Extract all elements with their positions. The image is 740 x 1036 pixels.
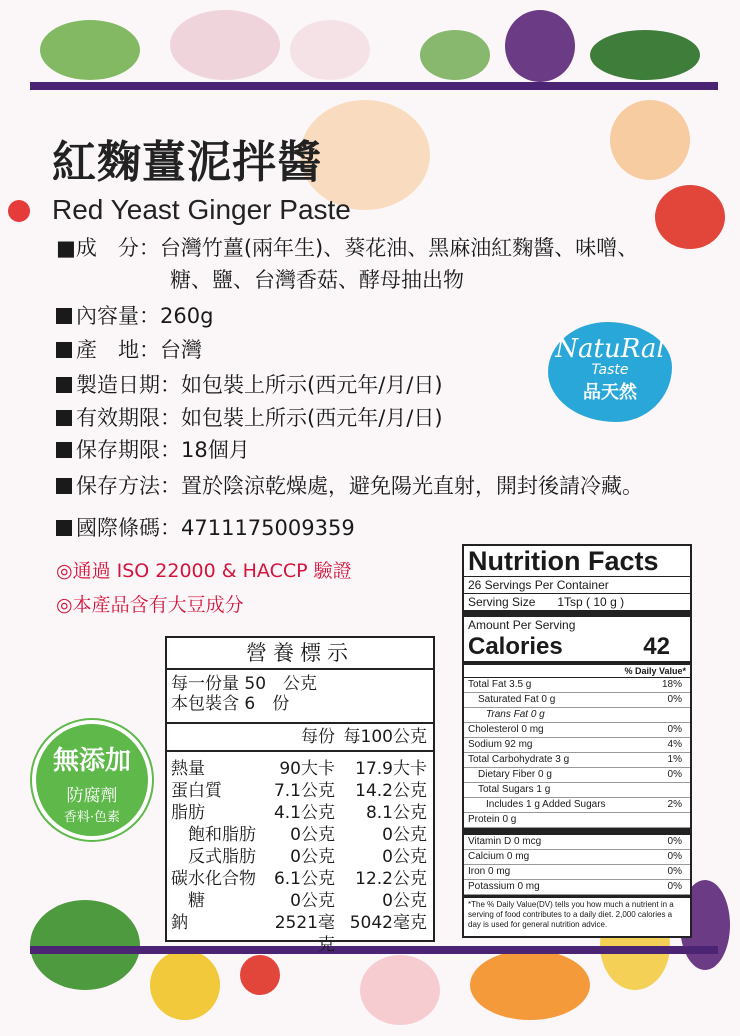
nf-nutrient: Total Carbohydrate 3 g: [468, 754, 570, 765]
nf-footnote: *The % Daily Value(DV) tells you how much a nutrient in a serving of food contributes to a daily diet. 2,000 calories a day is used for general nutrition advice.: [468, 900, 674, 929]
nf-dv: 0%: [667, 694, 682, 705]
nf-mineral: Potassium 0 mg: [468, 881, 540, 892]
natural-taste-logo: NatuRal Taste 品天然: [548, 322, 672, 422]
zh-cell-serving: 6.1公克: [273, 869, 335, 889]
zh-servings-count: 本包裝含 6 份: [171, 694, 290, 714]
nf-dv: 2%: [667, 799, 682, 810]
vegetable-decoration: [150, 950, 220, 1020]
nf-amount: Amount Per Serving: [468, 618, 576, 632]
zh-cell-serving: 0公克: [290, 825, 335, 845]
nf-mineral: Vitamin D 0 mcg: [468, 836, 542, 847]
zh-cell-serving: 90大卡: [279, 759, 335, 779]
zh-cell-per100: 0公克: [382, 891, 427, 911]
zh-table-row: [167, 824, 433, 846]
zh-cell-per100: 0公克: [382, 825, 427, 845]
nf-nutrient: Sodium 92 mg: [468, 739, 533, 750]
frame-top-bar: [30, 82, 718, 90]
nf-mineral-row: [464, 880, 690, 895]
zh-cell-per100: 14.2公克: [355, 781, 427, 801]
nf-dv: 0%: [667, 769, 682, 780]
ingredients-line2: 糖、鹽、台灣香菇、酵母抽出物: [170, 268, 464, 292]
nf-nutrient: Protein 0 g: [468, 814, 517, 825]
vegetable-decoration: [610, 100, 690, 180]
no-additive-badge: 無添加 防腐劑 香料·色素: [32, 720, 152, 840]
nf-mineral: Iron 0 mg: [468, 866, 511, 877]
zh-table-row: [167, 758, 433, 780]
nf-dv: 0%: [667, 724, 682, 735]
nf-servings: 26 Servings Per Container: [464, 577, 690, 594]
zh-table-row: [167, 912, 433, 955]
nf-calories: Calories 42: [464, 633, 690, 665]
origin-row: 產 地：台灣: [56, 334, 202, 364]
zh-cell-per100: 17.9大卡: [355, 759, 427, 779]
nf-row: [464, 768, 690, 783]
capacity-row: 內容量：260g: [56, 300, 213, 330]
barcode-row: 國際條碼：4711175009359: [56, 512, 355, 542]
vegetable-decoration: [470, 950, 590, 1020]
ingredients-row: [56, 232, 638, 262]
nf-row: [464, 678, 690, 693]
vegetable-decoration: [420, 30, 490, 80]
zh-cell-name: 脂肪: [171, 803, 205, 823]
nf-nutrient: Cholesterol 0 mg: [468, 724, 544, 735]
vegetable-decoration: [40, 20, 140, 80]
nf-nutrient: Total Fat 3.5 g: [468, 679, 532, 690]
zh-cell-per100: 12.2公克: [355, 869, 427, 889]
vegetable-decoration: [240, 955, 280, 995]
zh-serving: 每一份量 50 公克: [171, 674, 318, 694]
nf-row: [464, 813, 690, 828]
nf-serving-size: Serving Size 1Tsp ( 10 g ): [464, 594, 690, 617]
nf-mineral-row: [464, 865, 690, 880]
zh-cell-name: 飽和脂肪: [171, 825, 256, 845]
vegetable-decoration: [655, 185, 725, 249]
nf-mineral-row: [464, 835, 690, 850]
zh-cell-name: 熱量: [171, 759, 205, 779]
zh-cell-name: 糖: [171, 891, 205, 911]
zh-cell-serving: 0公克: [290, 847, 335, 867]
zh-table-row: [167, 780, 433, 802]
nf-mineral-dv: 0%: [667, 851, 682, 862]
nf-nutrient: Trans Fat 0 g: [486, 709, 545, 720]
nf-title: Nutrition Facts: [464, 546, 690, 577]
nf-row: [464, 708, 690, 723]
nf-dv: 18%: [661, 679, 682, 690]
vegetable-decoration: [360, 955, 440, 1025]
nf-row: [464, 753, 690, 768]
product-title-en: Red Yeast Ginger Paste: [52, 194, 351, 225]
nf-nutrient: Total Sugars 1 g: [478, 784, 551, 795]
shelf-life-row: 保存期限：18個月: [56, 434, 250, 464]
storage-row: 保存方法：置於陰涼乾燥處，避免陽光直射，開封後請冷藏。: [56, 470, 643, 500]
nutrition-facts-panel: [462, 544, 692, 938]
vegetable-decoration: [8, 200, 30, 222]
zh-table-title: 營養標示: [167, 638, 433, 670]
zh-cell-serving: 2521毫克: [274, 913, 335, 955]
zh-cell-per100: 8.1公克: [365, 803, 427, 823]
nf-dv: 4%: [667, 739, 682, 750]
zh-table-row: [167, 846, 433, 868]
nf-mineral-dv: 0%: [667, 866, 682, 877]
cert-soy-notice: ◎本產品含有大豆成分: [56, 594, 244, 616]
nf-row: [464, 783, 690, 798]
nf-nutrient: Dietary Fiber 0 g: [478, 769, 552, 780]
zh-cell-name: 鈉: [171, 913, 188, 933]
zh-table-row: [167, 868, 433, 890]
zh-cell-name: 反式脂肪: [171, 847, 256, 867]
vegetable-decoration: [505, 10, 575, 82]
ingredients-label: ■成 分：: [56, 236, 160, 260]
nf-dv-header: % Daily Value*: [464, 665, 690, 678]
zh-cell-serving: 0公克: [290, 891, 335, 911]
product-title-zh: 紅麴薑泥拌醬: [52, 137, 322, 188]
zh-table-row: [167, 802, 433, 824]
zh-cell-serving: 4.1公克: [273, 803, 335, 823]
nf-nutrient: Saturated Fat 0 g: [478, 694, 556, 705]
nf-mineral: Calcium 0 mg: [468, 851, 530, 862]
zh-col-serving: 每份: [301, 727, 335, 747]
ingredients-line1: 台灣竹薑(兩年生)、葵花油、黑麻油紅麴醬、味噌、: [159, 236, 639, 260]
vegetable-decoration: [290, 20, 370, 80]
nf-row: [464, 798, 690, 813]
zh-nutrition-table: [165, 636, 435, 955]
nf-row: [464, 723, 690, 738]
vegetable-decoration: [170, 10, 280, 80]
zh-col-100g: 每100公克: [343, 727, 427, 747]
nf-row: [464, 693, 690, 708]
nf-mineral-dv: 0%: [667, 881, 682, 892]
nf-nutrient: Includes 1 g Added Sugars: [486, 799, 606, 810]
nf-row: [464, 738, 690, 753]
zh-cell-name: 碳水化合物: [171, 869, 256, 889]
vegetable-decoration: [30, 900, 140, 990]
nf-mineral-dv: 0%: [667, 836, 682, 847]
cert-iso-haccp: ◎通過 ISO 22000 & HACCP 驗證: [56, 560, 352, 582]
zh-cell-serving: 7.1公克: [273, 781, 335, 801]
mfg-date-row: 製造日期：如包裝上所示(西元年/月/日): [56, 369, 443, 399]
zh-cell-per100: 0公克: [382, 847, 427, 867]
vegetable-decoration: [590, 30, 700, 80]
zh-cell-per100: 5042毫克: [349, 913, 427, 933]
nf-mineral-row: [464, 850, 690, 865]
nf-dv: 1%: [667, 754, 682, 765]
frame-bottom-bar: [30, 946, 718, 954]
zh-cell-name: 蛋白質: [171, 781, 222, 801]
exp-date-row: 有效期限：如包裝上所示(西元年/月/日): [56, 402, 443, 432]
zh-table-row: [167, 890, 433, 912]
